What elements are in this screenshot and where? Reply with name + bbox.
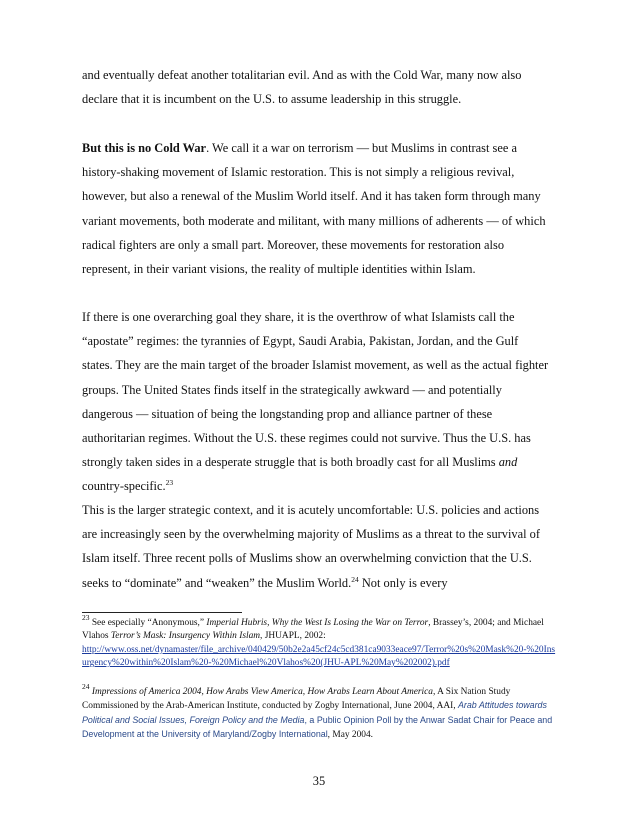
paragraph-3-text-b: country-specific. <box>82 479 166 494</box>
footnote-23-text-a: See especially “Anonymous,” <box>89 618 207 628</box>
footnote-separator <box>82 612 242 613</box>
paragraph-2-text: . We call it a war on terrorism ― but Muslims in contrast see a history-shaking movement of Islamic restoration. This is not simply a religious revival, however, but also a renewal of the Muslim World itself. And it has taken form through many variant movements, both moderate and militant, with many millions of adherents ― of which radical fighters are only a small part. Moreover, these movements for restoration also represent, in their variant visions, the reality of multiple identities within Islam. <box>82 141 546 277</box>
paragraph-1 <box>82 63 552 111</box>
paragraph-2-bold-lead: But this is no Cold War <box>82 141 207 155</box>
paragraph-3 <box>82 305 552 499</box>
footnote-24 <box>82 682 556 743</box>
footnote-24-text-a: , A Six Nation Study Commissioned by the Arab-American Institute, conducted by Zogby International, June 2004, AAI, <box>82 687 511 712</box>
page-number: 35 <box>312 774 326 788</box>
paragraph-4-text-b: Not only is every <box>358 575 448 590</box>
footnote-24-text-c: , May 2004. <box>327 730 373 741</box>
footnote-23-text-c: , JHUAPL, 2002: <box>260 631 326 642</box>
paragraph-1-text: and eventually defeat another totalitarian evil. And as with the Cold War, many now also declare that it is incumbent on the U.S. to assume leadership in this struggle. <box>82 68 522 107</box>
footnote-24-title-1: Impressions of America 2004, How Arabs View America, How Arabs Learn About America <box>91 687 433 697</box>
footnote-24-number: 24 <box>82 682 90 691</box>
footnote-23-link[interactable]: http://www.oss.net/dynamaster/file_archive/040429/50b2e2a45cf24c5cd381ca9033eace97/Terror%20s%20Mask%20-%20Insurgency%20within%20Islam%20-%20Michael%20Vlahos%20(JHU-APL%20May%202002).pdf <box>82 644 556 669</box>
footnote-23-title-2: Terror’s Mask: Insurgency Within Islam <box>110 631 261 642</box>
paragraph-4-text-a: This is the larger strategic context, and it is acutely uncomfortable: U.S. policies and actions are increasingly seen by the overwhelming majority of Muslims as a threat to the survival of Islam itself. Three recent polls of Muslims show an overwhelming conviction that the U.S. seeks to “dominate” and “weaken” the Muslim World. <box>82 503 540 590</box>
paragraph-4 <box>82 498 552 595</box>
paragraph-3-text-a: If there is one overarching goal they share, it is the overthrow of what Islamists call the “apostate” regimes: the tyrannies of Egypt, Saudi Arabia, Pakistan, Jordan, and the Gulf states. They are the main target of the broader Islamist movement, as well as the actual fighter groups. The United States finds itself in the strategically awkward — and potentially dangerous — situation of being the longstanding prop and alliance partner of these authoritarian regimes. Without the U.S. these regimes could not survive. Thus the U.S. has strongly taken sides in a desperate struggle that is both broadly cast for all Muslims <box>82 310 549 470</box>
footnote-ref-24[interactable]: 24 <box>351 574 359 584</box>
footnote-23-number: 23 <box>82 613 90 622</box>
footnote-24-text-b: , a Public Opinion Poll by the Anwar Sadat Chair for Peace and Development at the University of Maryland/Zogby International <box>82 714 553 740</box>
paragraph-3-italic: and <box>498 455 518 470</box>
footnote-23-title-1: Imperial Hubris, Why the West Is Losing the War on Terror <box>206 618 429 628</box>
footnote-23 <box>82 613 556 671</box>
footnote-23-text-b: , Brassey’s, 2004; and Michael Vlahos <box>82 618 544 642</box>
paragraph-2 <box>82 136 552 281</box>
footnote-24-title-2: Arab Attitudes towards Political and Social Issues, Foreign Policy and the Media <box>82 700 547 725</box>
footnote-ref-23[interactable]: 23 <box>165 478 174 488</box>
